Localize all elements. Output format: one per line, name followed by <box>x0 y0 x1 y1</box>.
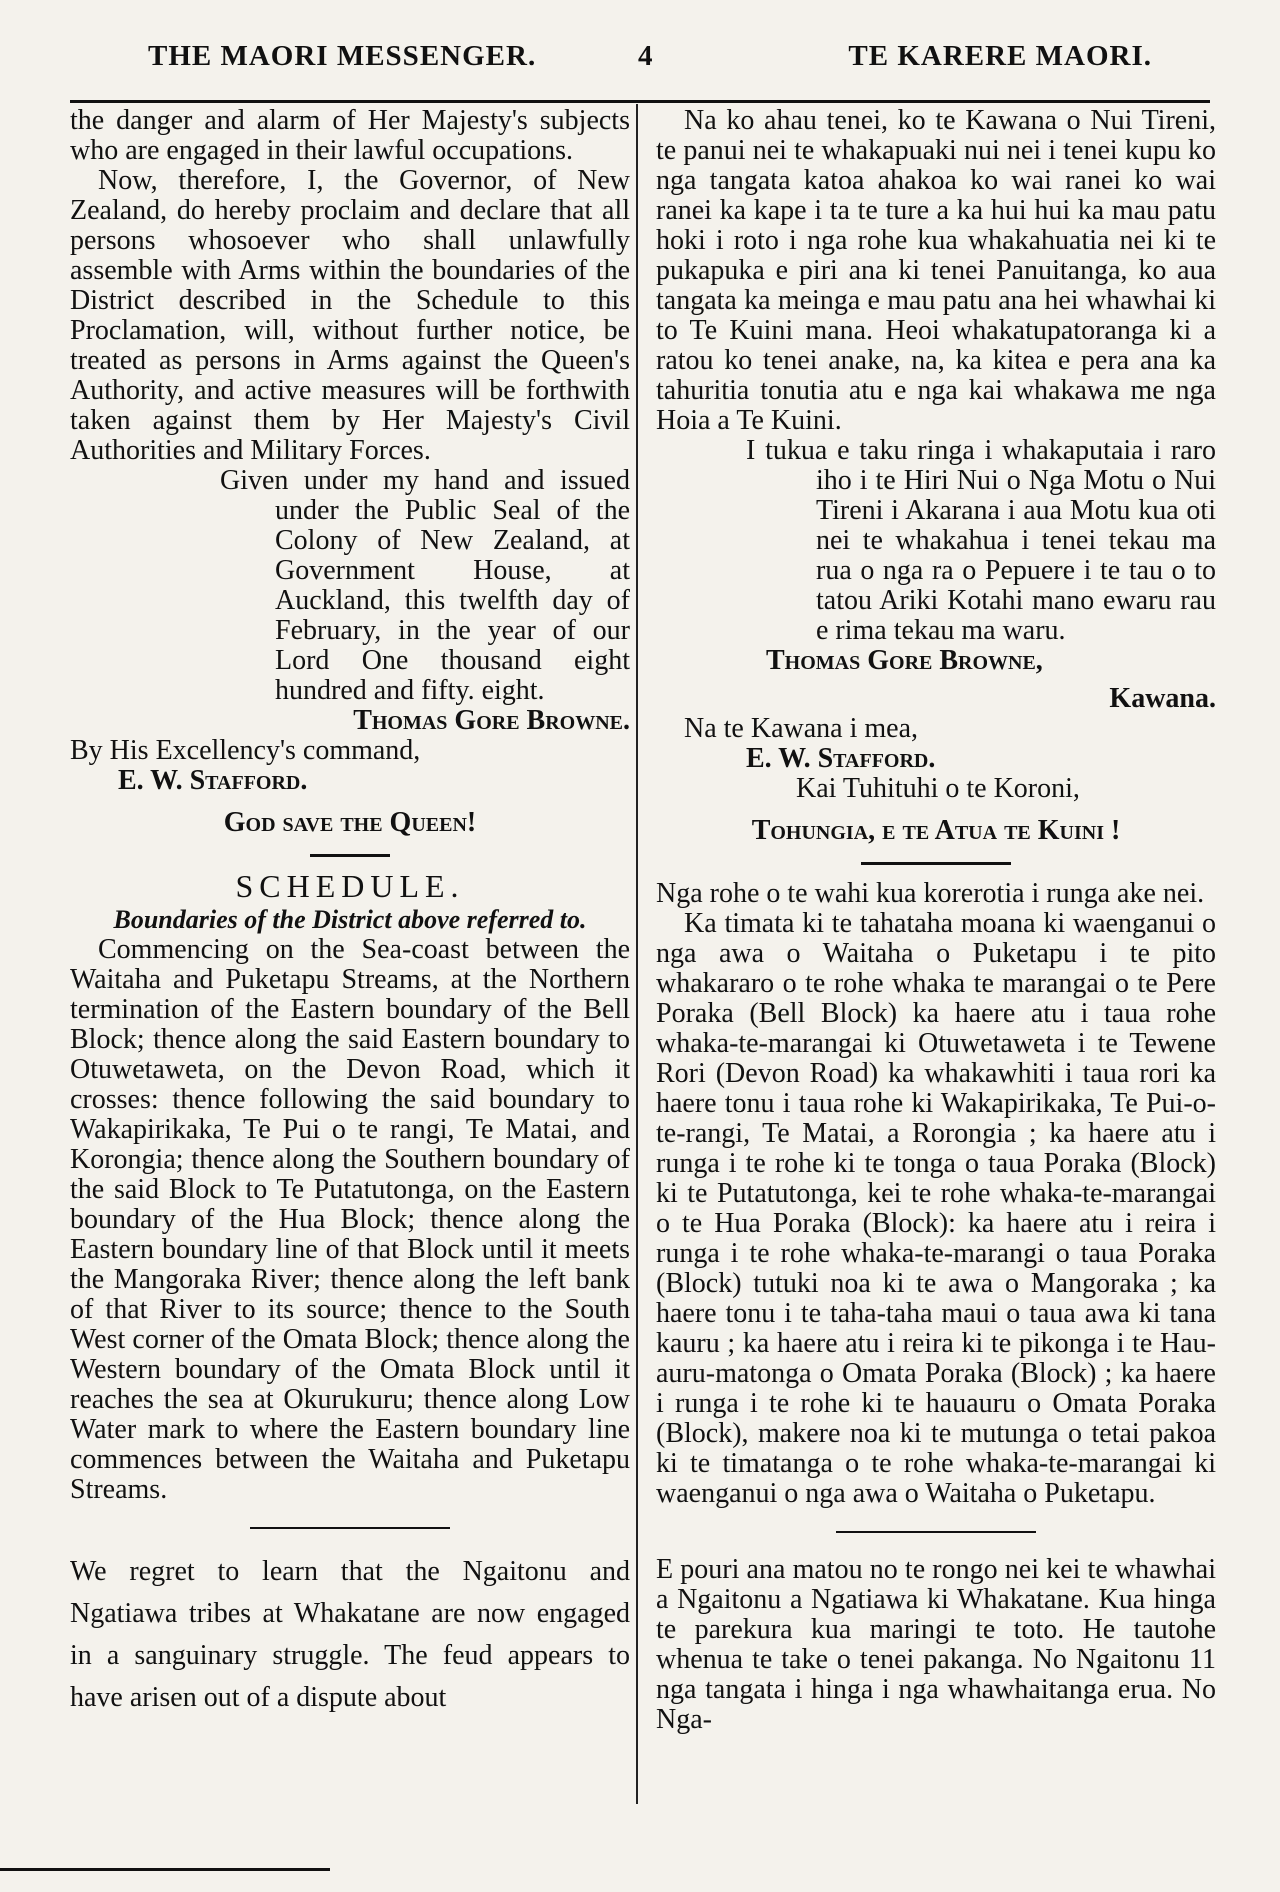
bottom-edge-rule <box>0 1868 330 1871</box>
english-column <box>70 106 630 1719</box>
command-line: By His Excellency's command, <box>70 735 421 766</box>
maori-column <box>656 106 1216 1735</box>
tohungia-kuini: Tohungia, e te Atua te Kuini ! <box>751 815 1121 846</box>
governor-signature-maori: Thomas Gore Browne, <box>766 645 1043 676</box>
stafford-signature: E. W. Stafford. <box>118 765 308 796</box>
page-header <box>60 40 1220 84</box>
schedule-body: Commencing on the Sea-coast between the Waitaha and Puketapu Streams, at the Northern termination of the Eastern boundary of the Bell Block; thence along the said Eastern boundary to Otuwetaweta, on the Devon Road, which it crosses: thence following the said boundary to Wakapirikaka, Te Pui o te rangi, Te Matai, and Korongia; thence along the Southern boundary of the said Block to Te Putatutonga, on the Eastern boundary of the Hua Block; thence along the Eastern boundary line of that Block until it meets the Mangoraka River; thence along the left bank of that River to its source; thence to the South West corner of the Omata Block; thence along the Western boundary of the Omata Block until it reaches the sea at Okurukuru; thence along Low Water mark to where the Eastern boundary line commences between the Waitaha and Puketapu Streams. <box>70 934 630 1505</box>
given-under-hand: Given under my hand and issued under the Public Seal of the Colony of New Zealand, at Government House, at Auckland, this twelfth day of February, in the year of our Lord One thousand eight hundred and fifty. eight. <box>220 465 630 706</box>
header-rule <box>70 100 1210 103</box>
news-paragraph-maori: E pouri ana matou no te rongo nei kei te whawhai a Ngaitonu a Ngatiawa ki Whakatane. Kua hinga te parekura kua maringi te toto. He tautohe whenua te take o tenei pakanga. No Ngaitonu 11 nga tangata i hinga i nga whawhaitanga erua. No Nga- <box>656 1554 1216 1735</box>
stafford-signature-maori: E. W. Stafford. <box>746 743 936 774</box>
tukua-ringa: I tukua e taku ringa i whakaputaia i raro iho i te Hiri Nui o Nga Motu o Nui Tireni i Akarana i aua Motu kua oti nei te whakahua i tenei tekau ma rua o nga ra o Pepuere i te tau o to tatou Ariki Kotahi mano ewaru rau e rima tekau ma waru. <box>746 435 1216 646</box>
na-te-kawana: Na te Kawana i mea, <box>684 713 918 744</box>
news-separator <box>250 1527 450 1529</box>
god-save-queen: God save the Queen! <box>223 807 477 838</box>
proclamation-para-2: Now, therefore, I, the Governor, of New Zealand, do hereby proclaim and declare that all persons whosoever who shall unlawfully assemble with Arms within the boundaries of the District described in the Schedule to this Proclamation, will, without further notice, be treated as persons in Arms against the Queen's Authority, and active measures will be forthwith taken against them by Her Majesty's Civil Authorities and Military Forces. <box>70 165 630 466</box>
kai-tuhituhi: Kai Tuhituhi o te Koroni, <box>796 773 1080 804</box>
governor-signature: Thomas Gore Browne. <box>353 705 630 736</box>
page-number: 4 <box>638 40 654 72</box>
panuitanga-para-1: Na ko ahau tenei, ko te Kawana o Nui Tireni, te panui nei te whakapuaki nui nei i tenei kupu ko nga tangata katoa ahakoa ko wai ranei ko wai ranei ka kape i ta te ture a ka hui hui ka mau patu hoki i roto i nga rohe kua whakahuatia nei ki te pukapuka e piri ana ki tenei Panuitanga, ko aua tangata ka meinga e mau patu ana hei whawhai ki to Te Kuini mana. Heoi whakatupatoranga ki a ratou ko tenei anake, na, ka kitea e pera ana ka tahuritia tonutia atu e nga kai whakawa me nga Hoia a Te Kuini. <box>656 105 1216 436</box>
schedule-title: SCHEDULE. <box>235 868 465 904</box>
news-separator-maori <box>836 1531 1036 1533</box>
schedule-subtitle: Boundaries of the District above referred to. <box>113 905 587 934</box>
rohe-heading: Nga rohe o te wahi kua korerotia i runga ake nei. <box>656 878 1205 909</box>
kawana-title: Kawana. <box>1109 683 1216 714</box>
proclamation-para-1: the danger and alarm of Her Majesty's subjects who are engaged in their lawful occupations. <box>70 105 630 166</box>
header-english-title: THE MAORI MESSENGER. <box>148 40 537 72</box>
header-maori-title: TE KARERE MAORI. <box>848 40 1152 72</box>
section-rule <box>310 854 390 857</box>
news-paragraph: We regret to learn that the Ngaitonu and Ngatiawa tribes at Whakatane are now engaged in a sanguinary struggle. The feud appears to have arisen out of a dispute about <box>70 1556 630 1713</box>
column-divider <box>636 104 638 1804</box>
section-rule-maori <box>861 862 1011 865</box>
rohe-body: Ka timata ki te tahataha moana ki waenganui o nga awa o Waitaha o Puketapu i te pito whakararo o te rohe whaka te marangai o te Pere Poraka (Bell Block) ka haere atu i taua rohe whaka-te-marangai ki Otuwetaweta i te Tewene Rori (Devon Road) ka whakawhiti i taua rori ka haere tonu i taua rohe ki Wakapirikaka, Te Pui-o-te-rangi, Te Matai, a Rorongia ; ka haere atu i runga i te rohe ki te tonga o taua Poraka (Block) ki te Putatutonga, kei te rohe whaka-te-marangai o te Hua Poraka (Block): ka haere atu i reira i runga i te rohe whaka-te-marangi o taua Poraka (Block) tutuki noa ki te awa o Mangoraka ; ka haere tonu i te taha-taha maui o taua awa ki tana kauru ; ka haere atu i reira ki te pikonga i te Hau-auru-matonga o Omata Poraka (Block) ; ka haere i runga i te rohe ki te hauauru o Omata Poraka (Block), makere noa ki te mutunga o tetai pakoa ki te timatanga o te rohe whaka-te-marangai ki waenganui o nga awa o Waitaha o Puketapu. <box>656 908 1216 1509</box>
